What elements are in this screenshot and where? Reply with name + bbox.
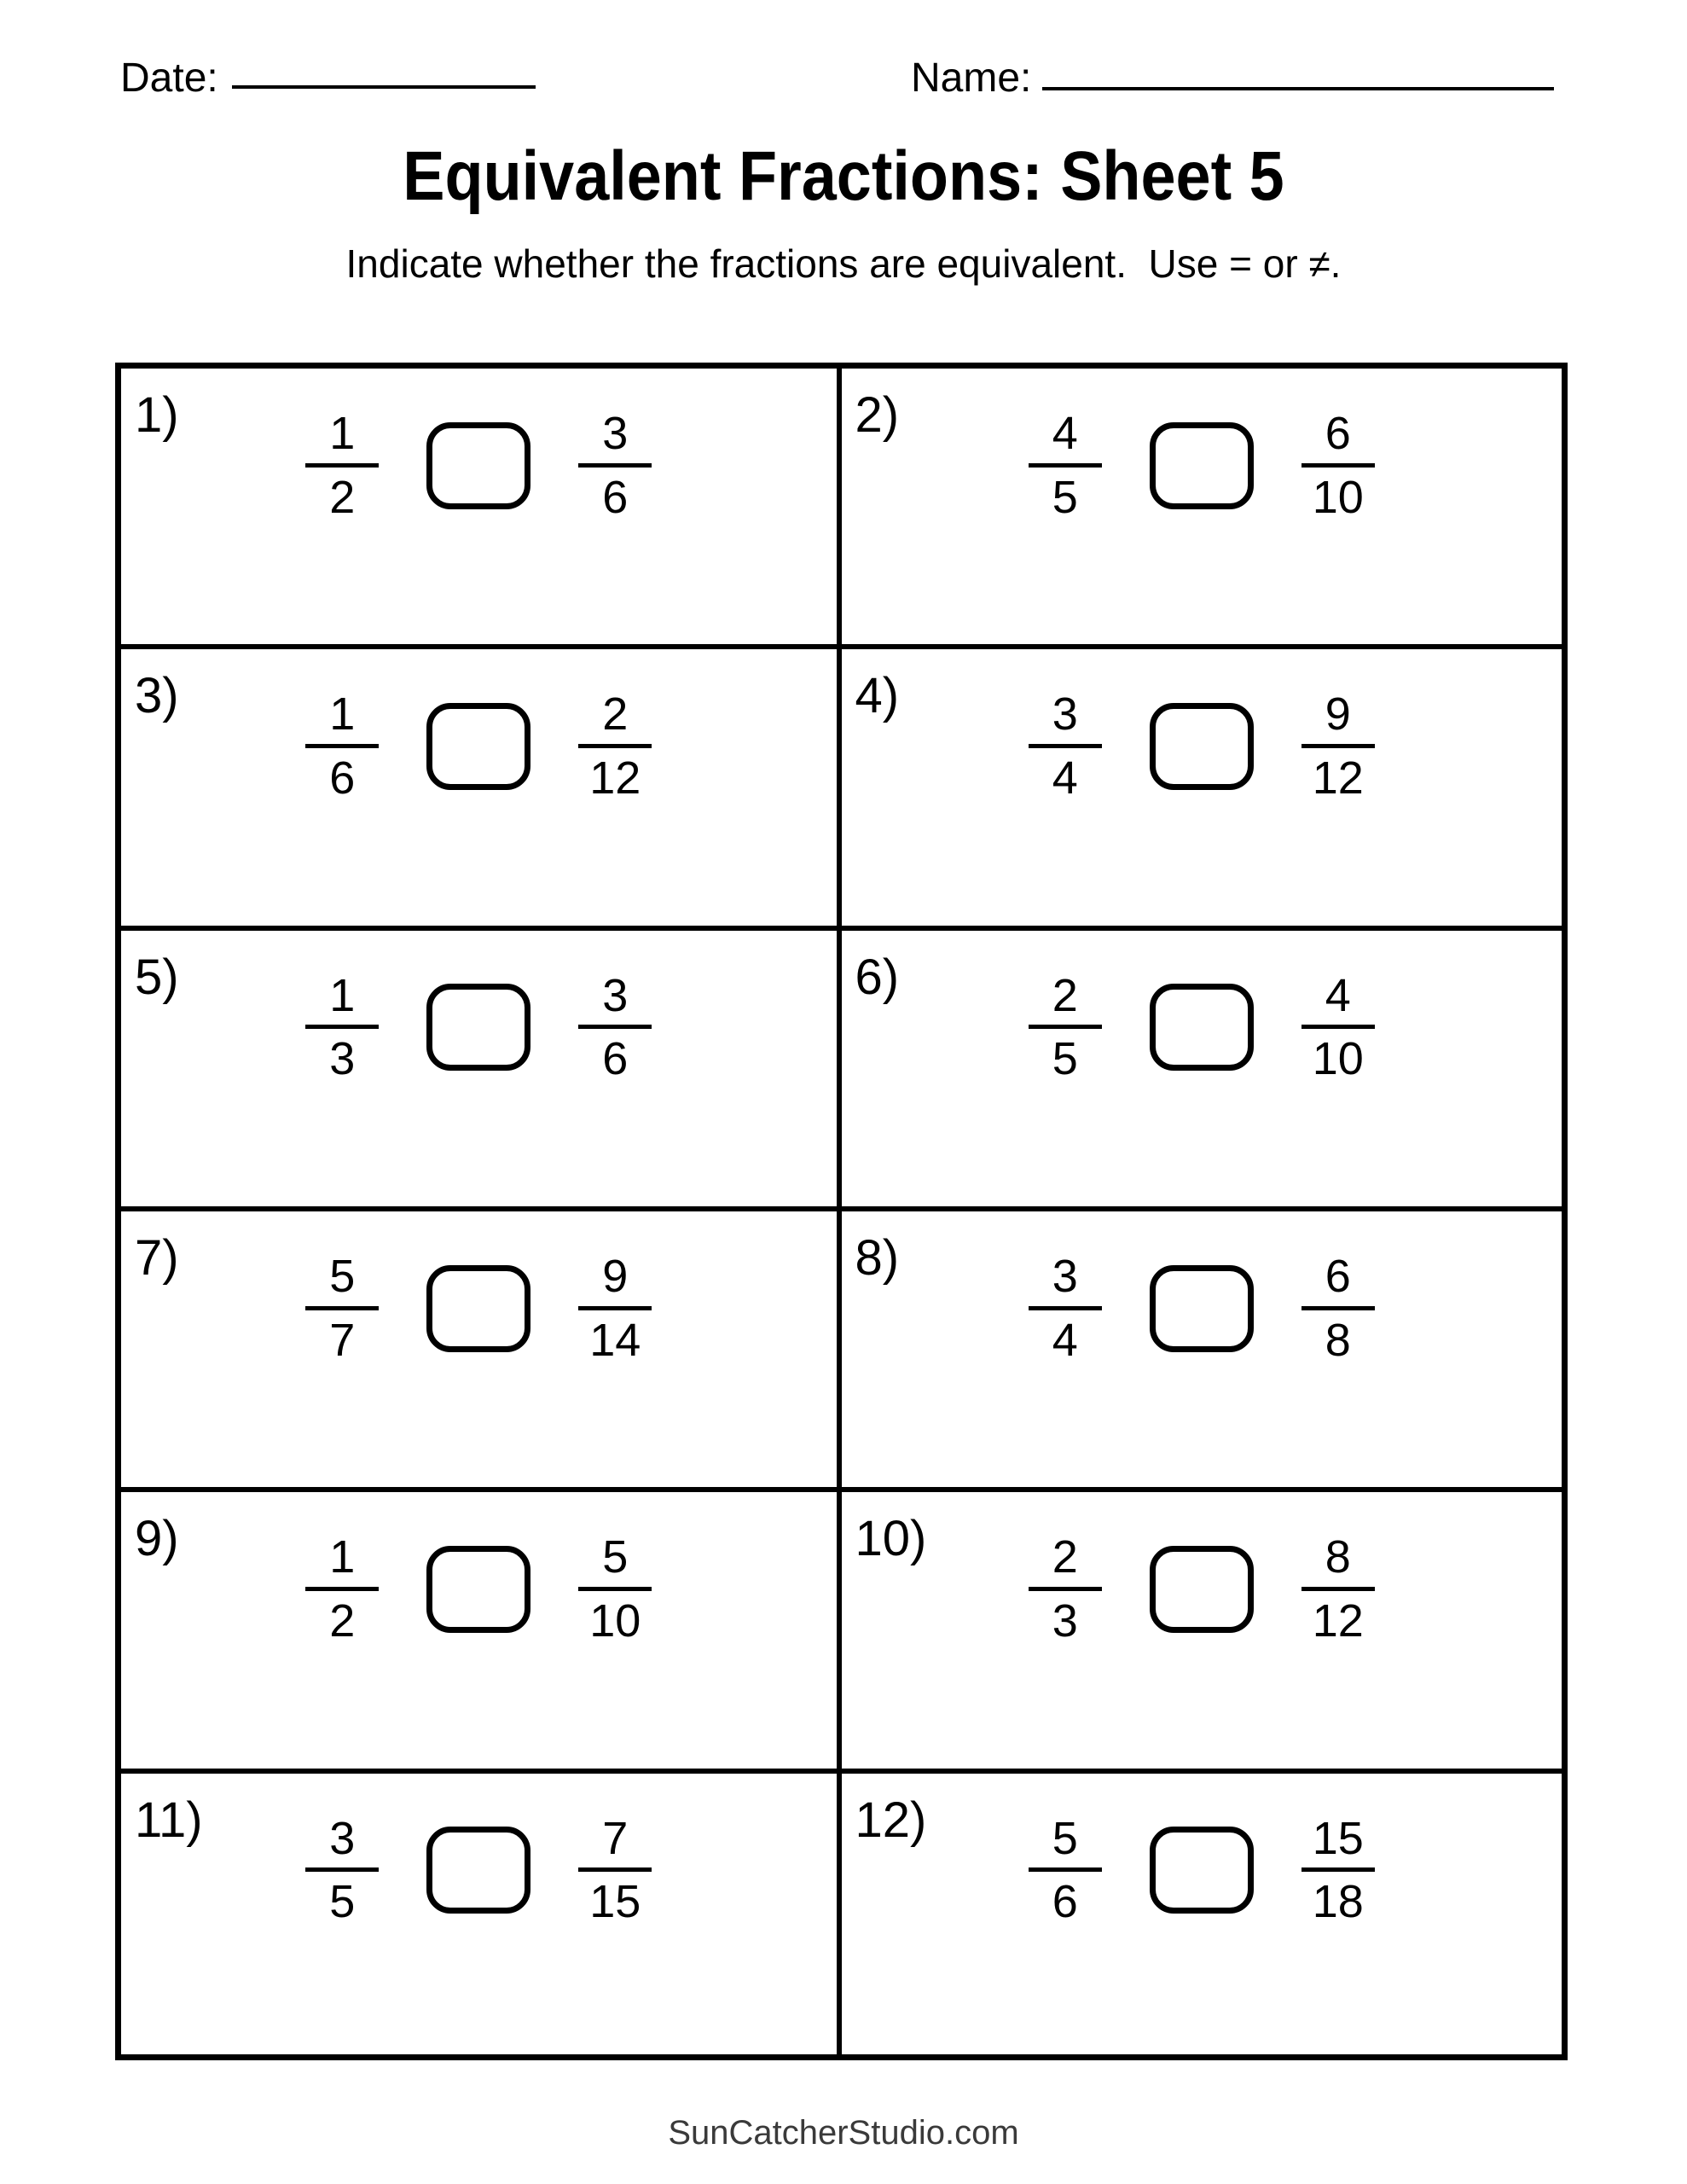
answer-box[interactable] (1150, 1546, 1254, 1633)
left-fraction (288, 410, 396, 521)
worksheet-title: Equivalent Fractions: Sheet 5 (403, 137, 1284, 215)
left-fraction (1012, 969, 1119, 1085)
right-numerator: 9 (1325, 688, 1351, 741)
fraction-bar (1029, 463, 1102, 468)
fraction-bar (305, 1306, 379, 1310)
problems-grid (115, 363, 1568, 2060)
date-fill-in-line[interactable] (232, 85, 536, 89)
left-fraction (288, 969, 396, 1085)
fraction-bar (1301, 1867, 1375, 1872)
right-fraction (1284, 1812, 1392, 1928)
problem-cell (121, 649, 842, 930)
left-denominator: 2 (329, 471, 356, 523)
fraction-bar (1029, 1587, 1102, 1591)
footer-credit: SunCatcherStudio.com (668, 2114, 1019, 2152)
fraction-bar (578, 1587, 652, 1591)
right-fraction (561, 1252, 669, 1364)
problem-expression (121, 1812, 837, 1928)
right-numerator: 7 (602, 1812, 629, 1864)
problem-expression (121, 1533, 837, 1645)
answer-box[interactable] (426, 984, 530, 1071)
problem-number: 6) (855, 949, 900, 1005)
problem-expression (842, 969, 1562, 1085)
answer-box[interactable] (426, 1827, 530, 1914)
problem-expression (121, 1252, 837, 1364)
left-fraction (1012, 1252, 1119, 1364)
problem-expression (121, 410, 837, 521)
left-denominator: 5 (329, 1876, 356, 1928)
left-numerator: 1 (329, 688, 356, 741)
fraction-bar (578, 463, 652, 468)
fraction-bar (578, 1306, 652, 1310)
left-numerator: 2 (1052, 969, 1078, 1021)
left-numerator: 2 (1052, 1531, 1078, 1583)
left-denominator: 2 (329, 1595, 356, 1647)
right-denominator: 10 (589, 1595, 641, 1647)
right-fraction (1284, 1533, 1392, 1645)
right-fraction (561, 690, 669, 802)
right-denominator: 6 (602, 1033, 629, 1085)
problem-expression (842, 410, 1562, 521)
problem-expression (842, 1533, 1562, 1645)
right-fraction (1284, 969, 1392, 1085)
right-denominator: 18 (1312, 1876, 1364, 1928)
right-denominator: 10 (1312, 471, 1364, 523)
right-numerator: 6 (1325, 1251, 1351, 1302)
problem-cell (121, 1774, 842, 2054)
problem-cell (842, 1492, 1562, 1773)
right-numerator: 8 (1325, 1531, 1351, 1583)
right-numerator: 2 (602, 688, 629, 741)
fraction-bar (578, 744, 652, 748)
answer-box[interactable] (1150, 422, 1254, 509)
fraction-bar (1029, 1306, 1102, 1310)
problem-number: 5) (135, 949, 179, 1005)
right-numerator: 9 (602, 1251, 629, 1302)
left-fraction (1012, 690, 1119, 802)
left-numerator: 3 (1052, 688, 1078, 741)
problem-cell (842, 931, 1562, 1211)
answer-box[interactable] (426, 422, 530, 509)
problem-cell (842, 1211, 1562, 1492)
problem-cell (121, 1211, 842, 1492)
right-fraction (1284, 1252, 1392, 1364)
right-numerator: 6 (1325, 408, 1351, 459)
fraction-bar (1029, 1025, 1102, 1029)
problem-number: 10) (855, 1511, 927, 1567)
problem-number: 11) (135, 1792, 203, 1848)
left-denominator: 7 (329, 1314, 356, 1366)
worksheet-instruction: Indicate whether the fractions are equivalent. Use = or ≠. (345, 241, 1342, 286)
right-fraction (561, 1533, 669, 1645)
left-numerator: 4 (1052, 408, 1078, 459)
left-denominator: 5 (1052, 471, 1078, 523)
problem-expression (121, 969, 837, 1085)
date-label: Date: (120, 55, 218, 101)
left-denominator: 6 (329, 752, 356, 804)
right-denominator: 12 (1312, 1595, 1364, 1647)
right-numerator: 4 (1325, 969, 1351, 1021)
right-denominator: 10 (1312, 1033, 1364, 1085)
fraction-bar (1301, 1306, 1375, 1310)
left-denominator: 4 (1052, 1314, 1078, 1366)
left-fraction (1012, 410, 1119, 521)
problem-cell (121, 1492, 842, 1773)
right-denominator: 12 (1312, 752, 1364, 804)
left-fraction (288, 1812, 396, 1928)
right-fraction (561, 969, 669, 1085)
problem-cell (842, 649, 1562, 930)
left-numerator: 3 (329, 1812, 356, 1864)
left-denominator: 5 (1052, 1033, 1078, 1085)
left-denominator: 4 (1052, 752, 1078, 804)
problem-cell (842, 369, 1562, 649)
left-fraction (1012, 1533, 1119, 1645)
left-numerator: 1 (329, 969, 356, 1021)
fraction-bar (1301, 1587, 1375, 1591)
right-denominator: 6 (602, 471, 629, 523)
left-numerator: 1 (329, 1531, 356, 1583)
fraction-bar (578, 1025, 652, 1029)
name-label: Name: (911, 55, 1032, 101)
right-numerator: 15 (1312, 1812, 1364, 1864)
right-denominator: 8 (1325, 1314, 1351, 1366)
fraction-bar (305, 1025, 379, 1029)
answer-box[interactable] (1150, 1827, 1254, 1914)
fraction-bar (305, 744, 379, 748)
fraction-bar (305, 1587, 379, 1591)
problem-number: 2) (855, 387, 900, 443)
problem-number: 9) (135, 1511, 179, 1567)
fraction-bar (578, 1867, 652, 1872)
left-denominator: 6 (1052, 1876, 1078, 1928)
problem-number: 4) (855, 668, 900, 724)
left-numerator: 3 (1052, 1251, 1078, 1302)
right-fraction (1284, 690, 1392, 802)
fraction-bar (1029, 1867, 1102, 1872)
left-numerator: 5 (1052, 1812, 1078, 1864)
left-denominator: 3 (329, 1033, 356, 1085)
problem-expression (842, 1252, 1562, 1364)
answer-box[interactable] (426, 1265, 530, 1352)
right-numerator: 5 (602, 1531, 629, 1583)
fraction-bar (305, 1867, 379, 1872)
right-fraction (561, 1812, 669, 1928)
problem-number: 8) (855, 1230, 900, 1286)
fraction-bar (1301, 1025, 1375, 1029)
left-fraction (288, 690, 396, 802)
left-fraction (288, 1252, 396, 1364)
right-fraction (561, 410, 669, 521)
left-fraction (1012, 1812, 1119, 1928)
right-fraction (1284, 410, 1392, 521)
problem-expression (842, 690, 1562, 802)
answer-box[interactable] (426, 1546, 530, 1633)
problem-number: 1) (135, 387, 179, 443)
left-numerator: 1 (329, 408, 356, 459)
left-fraction (288, 1533, 396, 1645)
problem-expression (842, 1812, 1562, 1928)
name-fill-in-line[interactable] (1042, 87, 1554, 90)
problem-cell (842, 1774, 1562, 2054)
answer-box[interactable] (1150, 703, 1254, 790)
problem-number: 12) (855, 1792, 927, 1848)
right-numerator: 3 (602, 969, 629, 1021)
right-denominator: 14 (589, 1314, 641, 1366)
fraction-bar (1029, 744, 1102, 748)
problem-number: 7) (135, 1230, 179, 1286)
problem-cell (121, 369, 842, 649)
problem-cell (121, 931, 842, 1211)
left-denominator: 3 (1052, 1595, 1078, 1647)
left-numerator: 5 (329, 1251, 356, 1302)
fraction-bar (1301, 744, 1375, 748)
fraction-bar (305, 463, 379, 468)
answer-box[interactable] (1150, 984, 1254, 1071)
right-denominator: 12 (589, 752, 641, 804)
right-denominator: 15 (589, 1876, 641, 1928)
fraction-bar (1301, 463, 1375, 468)
problem-expression (121, 690, 837, 802)
problem-number: 3) (135, 668, 179, 724)
answer-box[interactable] (426, 703, 530, 790)
answer-box[interactable] (1150, 1265, 1254, 1352)
right-numerator: 3 (602, 408, 629, 459)
